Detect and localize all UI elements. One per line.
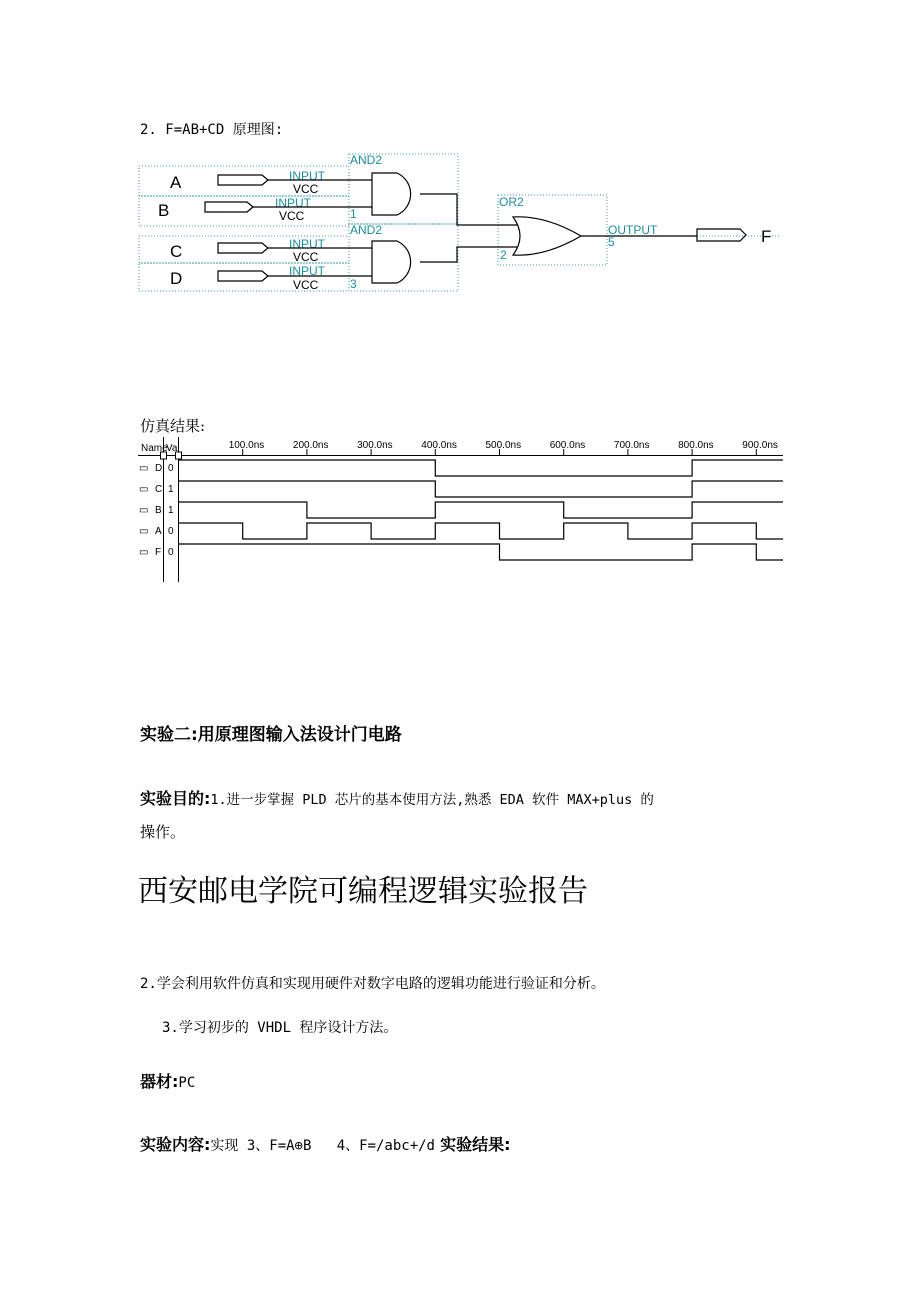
input-b-port: INPUT bbox=[275, 196, 311, 210]
content-value: 实现 3、F=A⊕B 4、F=/abc+/d bbox=[210, 1138, 435, 1154]
or-gate-number: 2 bbox=[500, 248, 507, 262]
and-gate-2-label: AND2 bbox=[350, 223, 383, 237]
signal-waveform bbox=[179, 544, 784, 560]
input-a-name: A bbox=[170, 173, 182, 192]
input-b-supply: VCC bbox=[279, 209, 305, 223]
input-d-port: INPUT bbox=[289, 264, 325, 278]
wave-header-value: Va bbox=[166, 443, 178, 454]
signal-value: 0 bbox=[168, 463, 174, 474]
purpose-label: 实验目的: bbox=[140, 789, 211, 808]
signal-value: 0 bbox=[168, 526, 174, 537]
signal-pin-icon: ▭ bbox=[139, 463, 149, 474]
input-c-name: C bbox=[170, 242, 183, 261]
report-banner: 西安邮电学院可编程逻辑实验报告 bbox=[138, 874, 588, 909]
input-d-name: D bbox=[170, 269, 183, 288]
input-a-supply: VCC bbox=[293, 182, 319, 196]
item-2: 2.学会利用软件仿真和实现用硬件对数字电路的逻辑功能进行验证和分析。 bbox=[140, 976, 605, 992]
time-tick-label: 900.0ns bbox=[742, 440, 778, 451]
time-tick-label: 200.0ns bbox=[292, 440, 329, 451]
section-heading: 2. F=AB+CD 原理图: bbox=[140, 122, 284, 138]
input-c-port: INPUT bbox=[289, 237, 325, 251]
time-tick-label: 700.0ns bbox=[613, 440, 650, 451]
and-gate-1-number: 1 bbox=[350, 207, 357, 221]
purpose-line-1: 1.进一步掌握 PLD 芯片的基本使用方法,熟悉 EDA 软件 MAX+plus 的 bbox=[210, 792, 654, 808]
signal-value: 1 bbox=[168, 505, 174, 516]
output-number: 5 bbox=[608, 235, 615, 249]
time-tick-label: 300.0ns bbox=[357, 440, 393, 451]
signal-name: C bbox=[155, 484, 163, 495]
signal-name: B bbox=[155, 505, 162, 516]
and-gate-2 bbox=[372, 241, 411, 283]
signal-waveform bbox=[179, 481, 784, 497]
input-c-supply: VCC bbox=[293, 250, 319, 264]
signal-pin-icon: ▭ bbox=[139, 505, 149, 516]
signal-waveform bbox=[179, 502, 784, 518]
signal-pin-icon: ▭ bbox=[139, 484, 149, 495]
time-tick-label: 500.0ns bbox=[485, 440, 522, 451]
signal-name: F bbox=[155, 547, 162, 558]
and-gate-1-label: AND2 bbox=[350, 153, 383, 167]
signal-pin-icon: ▭ bbox=[139, 547, 149, 558]
waveform-viewer bbox=[138, 437, 783, 582]
purpose-line-2: 操作。 bbox=[140, 823, 186, 841]
signal-waveform bbox=[179, 460, 784, 476]
experiment-2-title: 实验二:用原理图输入法设计门电路 bbox=[140, 725, 402, 745]
item-3: 3.学习初步的 VHDL 程序设计方法。 bbox=[162, 1020, 398, 1036]
simulation-label: 仿真结果: bbox=[140, 417, 206, 435]
time-tick-label: 400.0ns bbox=[421, 440, 457, 451]
output-port-label: OUTPUT bbox=[608, 223, 658, 237]
output-name: F bbox=[761, 227, 772, 246]
or-gate-label: OR2 bbox=[499, 195, 524, 209]
signal-value: 1 bbox=[168, 484, 174, 495]
input-d-supply: VCC bbox=[293, 278, 319, 292]
or-gate bbox=[513, 217, 581, 255]
signal-name: D bbox=[155, 463, 163, 474]
time-tick-label: 100.0ns bbox=[228, 440, 265, 451]
equipment-label: 器材: bbox=[140, 1072, 179, 1091]
equipment-value: PC bbox=[178, 1075, 196, 1091]
time-tick-label: 600.0ns bbox=[549, 440, 586, 451]
signal-value: 0 bbox=[168, 547, 174, 558]
content-label: 实验内容: bbox=[140, 1135, 211, 1154]
input-pins bbox=[205, 175, 746, 281]
wave-header-name: Name bbox=[141, 443, 168, 454]
input-b-name: B bbox=[158, 201, 170, 220]
schematic-diagram bbox=[135, 152, 795, 302]
and-gate-1 bbox=[372, 173, 411, 215]
time-tick-label: 800.0ns bbox=[678, 440, 714, 451]
input-a-port: INPUT bbox=[289, 169, 325, 183]
signal-name: A bbox=[155, 526, 162, 537]
result-label: 实验结果: bbox=[440, 1135, 511, 1154]
and-gate-2-number: 3 bbox=[350, 277, 357, 291]
signal-waveform bbox=[179, 523, 784, 539]
signal-pin-icon: ▭ bbox=[139, 526, 149, 537]
